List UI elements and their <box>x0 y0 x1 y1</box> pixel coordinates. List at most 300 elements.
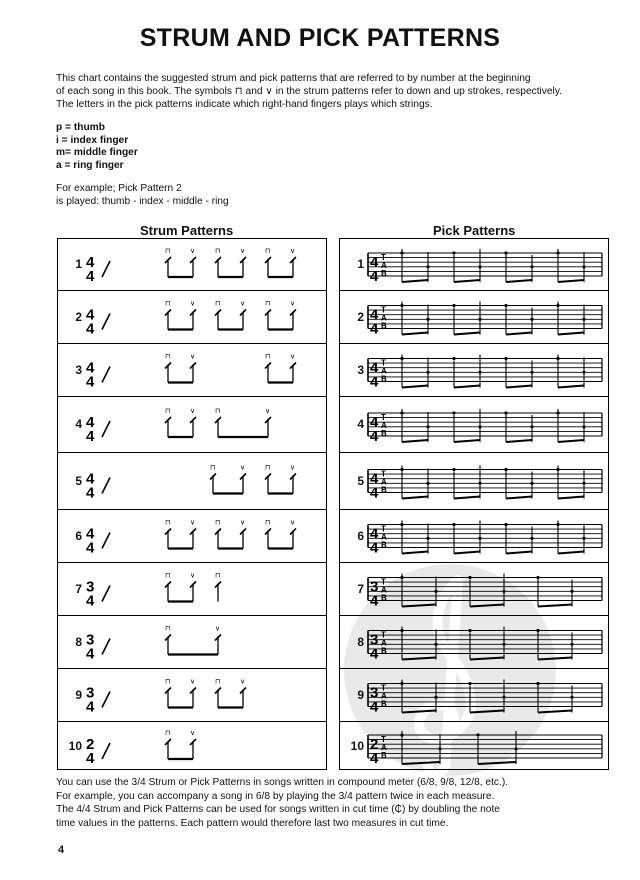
note-head <box>504 357 507 360</box>
note-head <box>556 304 559 307</box>
beam <box>506 386 532 388</box>
page-title: STRUM AND PICK PATTERNS <box>139 24 501 52</box>
note-head <box>502 696 505 699</box>
time-signature-top: 3 <box>370 631 379 649</box>
note-head <box>426 318 429 321</box>
pattern-number: 6 <box>75 528 82 543</box>
tab-staff <box>340 291 606 344</box>
time-signature-bottom: 4 <box>86 373 95 391</box>
up-stroke-icon: ∨ <box>190 678 196 686</box>
up-stroke-icon: ∨ <box>290 464 296 472</box>
beam <box>506 440 532 442</box>
down-stroke-icon: ⊓ <box>165 248 171 255</box>
note-head <box>556 523 559 526</box>
tab-clef-letter: T <box>381 735 386 744</box>
pattern-number: 10 <box>68 739 82 753</box>
down-stroke-icon: ⊓ <box>215 300 221 308</box>
note-head <box>504 304 507 307</box>
time-signature-bottom: 4 <box>370 645 379 663</box>
pattern-number: 9 <box>75 687 82 702</box>
tab-clef-letter: T <box>381 469 386 479</box>
strum-pattern-row <box>58 563 326 616</box>
down-stroke-icon: ⊓ <box>215 408 221 415</box>
beam <box>558 333 584 335</box>
note-head <box>582 318 585 321</box>
strum-notation <box>58 669 324 722</box>
time-signature-top: 4 <box>86 470 95 488</box>
up-stroke-icon: ∨ <box>290 300 296 308</box>
pattern-number: 3 <box>75 362 82 377</box>
down-stroke-icon: ⊓ <box>215 248 221 255</box>
tab-clef-letter: T <box>381 305 386 315</box>
time-signature-top: 4 <box>370 414 379 431</box>
note-head <box>556 357 559 360</box>
note-head <box>504 251 507 254</box>
note-head <box>452 411 455 414</box>
time-signature-top: 4 <box>370 306 379 324</box>
tab-staff <box>340 397 606 453</box>
tab-clef-letter: A <box>381 743 387 752</box>
time-signature-top: 4 <box>370 359 379 377</box>
tab-staff <box>340 344 606 397</box>
note-head <box>570 643 573 646</box>
strum-notation <box>58 291 324 344</box>
note-head <box>468 682 471 685</box>
note-head <box>434 696 437 699</box>
tab-clef-letter: A <box>381 585 387 595</box>
note-head <box>426 482 429 485</box>
slash-mark <box>102 314 110 330</box>
pick-patterns-heading: Pick Patterns <box>433 223 516 238</box>
pattern-number: 5 <box>75 473 82 488</box>
slash-mark <box>102 261 110 277</box>
slash-mark <box>102 533 110 549</box>
legend-ring: a = ring finger <box>56 159 124 171</box>
beam <box>402 440 428 442</box>
up-stroke-icon: ∨ <box>265 408 271 415</box>
pattern-number: 9 <box>357 687 364 702</box>
note-head <box>400 733 403 736</box>
pattern-number: 1 <box>75 257 82 271</box>
beam <box>454 333 480 335</box>
pattern-number: 2 <box>75 309 82 324</box>
up-stroke-icon: ∨ <box>290 519 296 527</box>
beam <box>454 497 480 499</box>
tab-clef-letter: A <box>381 691 387 701</box>
note-head <box>438 747 441 750</box>
up-stroke-icon: ∨ <box>240 300 246 308</box>
time-signature-top: 4 <box>370 470 379 488</box>
beam <box>506 552 532 554</box>
tab-clef-letter: B <box>381 699 387 709</box>
pick-pattern-row <box>340 291 608 344</box>
tab-clef-letter: B <box>381 646 387 656</box>
time-signature-top: 3 <box>86 684 95 702</box>
strum-pattern-row <box>58 453 326 510</box>
strum-pattern-row <box>58 669 326 722</box>
time-signature-top: 2 <box>86 736 95 753</box>
strum-notation <box>58 563 324 616</box>
beam <box>402 386 428 388</box>
time-signature-top: 4 <box>370 254 379 271</box>
time-signature-bottom: 4 <box>370 592 379 610</box>
note-head <box>478 482 481 485</box>
time-signature-bottom: 4 <box>370 750 379 767</box>
time-signature-bottom: 4 <box>370 539 379 557</box>
pattern-number: 10 <box>350 739 364 753</box>
note-head <box>478 425 481 428</box>
tab-staff <box>340 453 606 510</box>
note-head <box>452 251 455 254</box>
slash-mark <box>102 586 110 602</box>
pattern-number: 6 <box>357 528 364 543</box>
up-stroke-icon: ∨ <box>240 678 246 686</box>
down-stroke-icon: ⊓ <box>265 248 271 255</box>
up-stroke-icon: ∨ <box>190 248 196 255</box>
tab-staff <box>340 722 606 772</box>
strum-notation <box>58 397 324 453</box>
note-head <box>426 425 429 428</box>
note-head <box>556 468 559 471</box>
slash-mark <box>102 421 110 437</box>
beam <box>558 440 584 442</box>
tab-clef-letter: T <box>381 413 386 422</box>
tab-clef-letter: T <box>381 630 386 640</box>
beam <box>470 658 504 660</box>
tab-clef-letter: T <box>381 524 386 534</box>
tab-clef-letter: B <box>381 540 387 550</box>
up-stroke-icon: ∨ <box>190 730 196 737</box>
time-signature-top: 4 <box>370 525 379 543</box>
down-stroke-icon: ⊓ <box>215 678 221 686</box>
finger-legend <box>56 122 138 172</box>
time-signature-bottom: 4 <box>370 428 379 445</box>
beam <box>470 605 504 607</box>
tab-clef-letter: A <box>381 477 387 487</box>
pick-pattern-row <box>340 563 608 616</box>
pick-pattern-row <box>340 453 608 510</box>
up-stroke-icon: ∨ <box>240 519 246 527</box>
note-head <box>504 523 507 526</box>
pick-pattern-row <box>340 616 608 669</box>
pick-pattern-row <box>340 510 608 563</box>
up-stroke-icon: ∨ <box>240 464 246 472</box>
tab-clef-letter: A <box>381 421 387 430</box>
time-signature-bottom: 4 <box>86 592 95 610</box>
pattern-number: 4 <box>75 417 82 431</box>
time-signature-bottom: 4 <box>370 698 379 716</box>
note-head <box>582 425 585 428</box>
note-head <box>400 523 403 526</box>
tab-clef-letter: T <box>381 253 386 262</box>
note-head <box>400 357 403 360</box>
note-head <box>582 482 585 485</box>
time-signature-bottom: 4 <box>86 539 95 557</box>
note-head <box>504 468 507 471</box>
pattern-number: 8 <box>75 634 82 649</box>
down-stroke-icon: ⊓ <box>265 464 271 472</box>
note-head <box>536 629 539 632</box>
strum-patterns-table <box>57 238 327 770</box>
down-stroke-icon: ⊓ <box>165 572 171 580</box>
strum-notation <box>58 510 324 563</box>
tab-clef-letter: A <box>381 532 387 542</box>
page-number: 4 <box>58 844 65 856</box>
time-signature-top: 3 <box>370 684 379 702</box>
strum-pattern-row <box>58 344 326 397</box>
note-head <box>476 733 479 736</box>
note-head <box>514 747 517 750</box>
pick-pattern-row <box>340 722 608 772</box>
up-stroke-icon: ∨ <box>190 353 196 361</box>
beam <box>402 658 436 660</box>
down-stroke-icon: ⊓ <box>265 519 271 527</box>
time-signature-bottom: 4 <box>86 750 95 767</box>
beam <box>558 386 584 388</box>
beam <box>402 552 428 554</box>
down-stroke-icon: ⊓ <box>215 572 221 580</box>
time-signature-bottom: 4 <box>86 698 95 716</box>
time-signature-bottom: 4 <box>86 320 95 338</box>
time-signature-top: 3 <box>86 578 95 596</box>
note-head <box>468 576 471 579</box>
time-signature-bottom: 4 <box>370 484 379 502</box>
note-head <box>434 643 437 646</box>
strum-pattern-row <box>58 291 326 344</box>
note-head <box>426 371 429 374</box>
strum-pattern-row <box>58 616 326 669</box>
beam <box>402 497 428 499</box>
tab-clef-letter: A <box>381 638 387 648</box>
note-head <box>400 468 403 471</box>
legend-middle: m= middle finger <box>56 147 138 158</box>
beam <box>402 280 428 282</box>
note-head <box>434 590 437 593</box>
beam <box>538 605 572 607</box>
pattern-number: 5 <box>357 473 364 488</box>
note-head <box>452 523 455 526</box>
note-head <box>400 411 403 414</box>
pick-pattern-row <box>340 344 608 397</box>
tab-clef-letter: B <box>381 485 387 495</box>
beam <box>558 497 584 499</box>
footer-line-4: time values in the patterns. Each pattern would therefore last two measures in cut time. <box>56 817 449 829</box>
note-head <box>502 590 505 593</box>
down-stroke-icon: ⊓ <box>165 730 171 737</box>
down-stroke-icon: ⊓ <box>165 408 171 415</box>
note-head <box>530 265 533 268</box>
slash-mark <box>102 692 110 708</box>
tab-clef-letter: T <box>381 577 386 587</box>
beam <box>402 711 436 713</box>
strum-notation <box>58 239 324 291</box>
note-head <box>530 537 533 540</box>
beam <box>454 280 480 282</box>
tab-clef-letter: B <box>381 374 387 384</box>
pattern-number: 3 <box>357 362 364 377</box>
beam <box>402 333 428 335</box>
beam <box>558 280 584 282</box>
beam <box>470 711 504 713</box>
note-head <box>530 371 533 374</box>
note-head <box>400 682 403 685</box>
tab-clef-letter: B <box>381 751 387 760</box>
intro-line-1: This chart contains the suggested strum and pick patterns that are referred to by number at the beginning <box>56 73 531 84</box>
note-head <box>400 304 403 307</box>
note-head <box>536 682 539 685</box>
time-signature-bottom: 4 <box>86 484 95 502</box>
beam <box>558 552 584 554</box>
strum-pattern-row <box>58 239 326 291</box>
up-stroke-icon: ∨ <box>190 519 196 527</box>
time-signature-top: 4 <box>86 254 95 271</box>
beam <box>506 497 532 499</box>
note-head <box>400 251 403 254</box>
note-head <box>452 357 455 360</box>
tab-clef-letter: B <box>381 321 387 331</box>
note-head <box>426 537 429 540</box>
note-head <box>530 425 533 428</box>
slash-mark <box>102 367 110 383</box>
slash-mark <box>102 478 110 494</box>
tab-clef-letter: B <box>381 429 387 438</box>
down-stroke-icon: ⊓ <box>265 300 271 308</box>
up-stroke-icon: ∨ <box>215 625 221 633</box>
footer-text <box>56 776 508 830</box>
intro-line-3: The letters in the pick patterns indicate which right-hand fingers plays which strings. <box>56 99 433 110</box>
note-head <box>452 468 455 471</box>
note-head <box>478 265 481 268</box>
down-stroke-icon: ⊓ <box>165 300 171 308</box>
note-head <box>478 537 481 540</box>
tab-staff <box>340 239 606 291</box>
note-head <box>582 537 585 540</box>
down-stroke-icon: ⊓ <box>215 519 221 527</box>
time-signature-bottom: 4 <box>370 268 379 285</box>
footer-line-3: The 4/4 Strum and Pick Patterns can be used for songs written in cut time (₵) by doubling the note <box>56 804 500 815</box>
slash-mark <box>102 743 110 759</box>
pick-pattern-row <box>340 397 608 453</box>
note-head <box>478 371 481 374</box>
up-stroke-icon: ∨ <box>190 300 196 308</box>
note-head <box>570 696 573 699</box>
down-stroke-icon: ⊓ <box>165 678 171 686</box>
note-head <box>504 411 507 414</box>
pattern-number: 1 <box>357 257 364 271</box>
time-signature-top: 4 <box>86 306 95 324</box>
up-stroke-icon: ∨ <box>190 572 196 580</box>
pick-pattern-row <box>340 669 608 722</box>
tab-clef-letter: A <box>381 313 387 323</box>
up-stroke-icon: ∨ <box>240 248 246 255</box>
note-head <box>556 411 559 414</box>
pick-patterns-table <box>339 238 609 770</box>
pattern-number: 8 <box>357 634 364 649</box>
pattern-number: 7 <box>357 581 364 596</box>
time-signature-bottom: 4 <box>370 373 379 391</box>
tab-clef-letter: B <box>381 593 387 603</box>
tab-staff <box>340 616 606 669</box>
strum-pattern-row <box>58 722 326 772</box>
note-head <box>536 576 539 579</box>
pattern-number: 2 <box>357 309 364 324</box>
slash-mark <box>102 639 110 655</box>
note-head <box>556 251 559 254</box>
time-signature-top: 3 <box>86 631 95 649</box>
tab-clef-letter: T <box>381 683 386 693</box>
time-signature-bottom: 4 <box>86 268 95 285</box>
pattern-number: 7 <box>75 581 82 596</box>
time-signature-top: 3 <box>370 578 379 596</box>
note-head <box>400 629 403 632</box>
note-head <box>502 643 505 646</box>
pick-pattern-row <box>340 239 608 291</box>
beam <box>402 605 436 607</box>
note-head <box>400 576 403 579</box>
legend-index: i = index finger <box>56 134 129 146</box>
down-stroke-icon: ⊓ <box>165 353 171 361</box>
strum-patterns-heading: Strum Patterns <box>140 223 234 238</box>
example-line-1: For example; Pick Pattern 2 <box>56 183 182 194</box>
example-line-2: is played: thumb - index - middle - ring <box>56 196 229 207</box>
down-stroke-icon: ⊓ <box>210 464 216 472</box>
down-stroke-icon: ⊓ <box>165 625 171 633</box>
legend-thumb: p = thumb <box>56 122 105 133</box>
note-head <box>570 590 573 593</box>
note-head <box>530 482 533 485</box>
down-stroke-icon: ⊓ <box>165 519 171 527</box>
beam <box>454 440 480 442</box>
tab-staff <box>340 669 606 722</box>
tab-staff <box>340 563 606 616</box>
beam <box>538 658 572 660</box>
note-head <box>468 629 471 632</box>
time-signature-top: 4 <box>86 525 95 543</box>
beam <box>506 333 532 335</box>
note-head <box>478 318 481 321</box>
up-stroke-icon: ∨ <box>290 353 296 361</box>
up-stroke-icon: ∨ <box>290 248 296 255</box>
tab-staff <box>340 510 606 563</box>
strum-notation <box>58 344 324 397</box>
time-signature-top: 2 <box>370 736 379 753</box>
beam <box>506 280 532 282</box>
tab-clef-letter: T <box>381 358 386 368</box>
time-signature-top: 4 <box>86 359 95 377</box>
time-signature-bottom: 4 <box>370 320 379 338</box>
beam <box>538 711 572 713</box>
pattern-number: 4 <box>357 417 364 431</box>
intro-line-2: of each song in this book. The symbols ⊓ and ∨ in the strum patterns refer to down and up strokes, respectively. <box>56 86 562 97</box>
tab-clef-letter: A <box>381 366 387 376</box>
beam <box>454 386 480 388</box>
beam <box>402 762 440 764</box>
strum-notation <box>58 453 324 510</box>
strum-pattern-row <box>58 510 326 563</box>
beam <box>478 762 516 764</box>
note-head <box>452 304 455 307</box>
time-signature-bottom: 4 <box>86 428 95 445</box>
strum-pattern-row <box>58 397 326 453</box>
note-head <box>426 265 429 268</box>
note-head <box>530 318 533 321</box>
tab-clef-letter: B <box>381 269 387 278</box>
time-signature-top: 4 <box>86 414 95 431</box>
beam <box>454 552 480 554</box>
up-stroke-icon: ∨ <box>190 408 196 415</box>
note-head <box>582 371 585 374</box>
note-head <box>582 265 585 268</box>
